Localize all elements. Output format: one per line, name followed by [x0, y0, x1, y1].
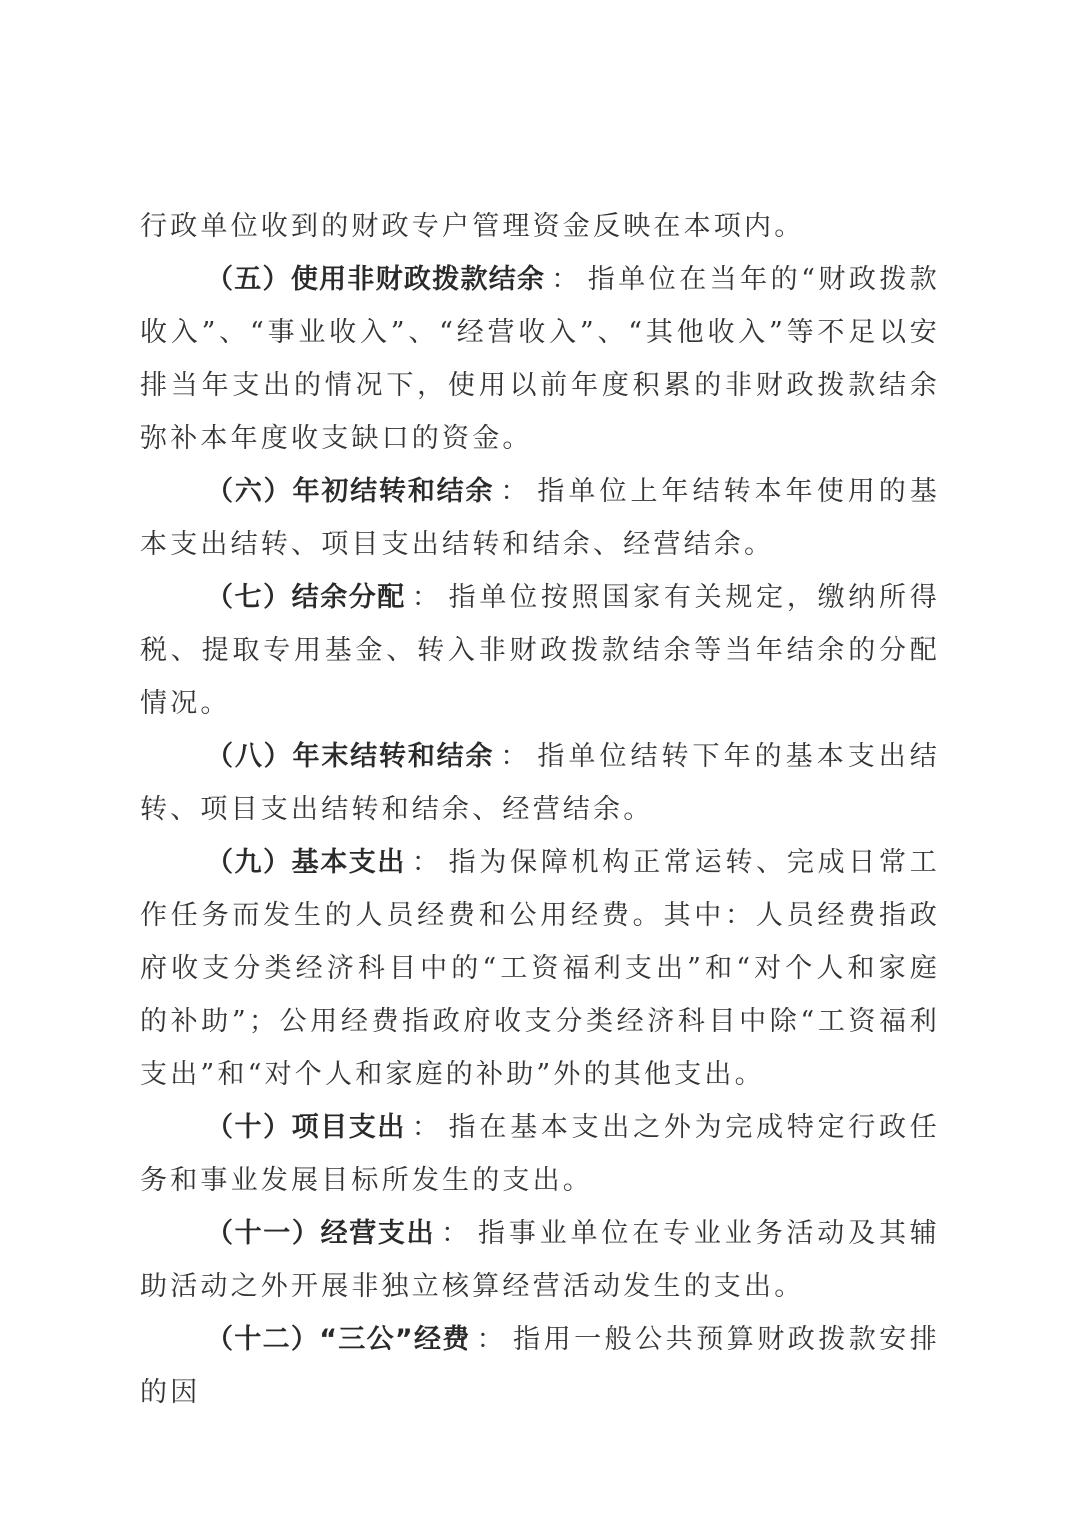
section-body-11: 指事业单位在专业业务活动及其辅助活动之外开展非独立核算经营活动发生的支出。	[140, 1218, 941, 1302]
section-body-7: 指单位按照国家有关规定，缴纳所得税、提取专用基金、转入非财政拨款结余等当年结余的分配情况。	[140, 582, 941, 719]
section-body-10: 指在基本支出之外为完成特定行政任务和事业发展目标所发生的支出。	[140, 1112, 941, 1196]
section-heading-10: （十）项目支出	[206, 1112, 406, 1143]
section-paragraph-8	[140, 730, 940, 836]
section-paragraph-5	[140, 253, 940, 465]
section-separator-6: ：	[500, 476, 532, 507]
section-paragraph-12	[140, 1313, 940, 1419]
section-separator-11: ：	[441, 1218, 472, 1249]
section-heading-9: （九）基本支出	[206, 847, 406, 878]
section-separator-12: ：	[476, 1324, 508, 1355]
intro-paragraph: 行政单位收到的财政专户管理资金反映在本项内。	[140, 211, 805, 242]
document-body	[140, 200, 940, 1419]
section-body-5: 指单位在当年的“财政拨款收入”、“事业收入”、“经营收入”、“其他收入”等不足以安排当年支出的情况下，使用以前年度积累的非财政拨款结余弥补本年度收支缺口的资金。	[140, 264, 941, 454]
section-heading-6: （六）年初结转和结余	[206, 476, 495, 507]
section-paragraph-11	[140, 1207, 940, 1313]
section-separator-7: ：	[411, 582, 443, 613]
section-heading-7: （七）结余分配	[206, 582, 406, 613]
section-separator-8: ：	[500, 741, 532, 772]
section-heading-11: （十一）经营支出	[206, 1218, 436, 1249]
section-body-6: 指单位上年结转本年使用的基本支出结转、项目支出结转和结余、经营结余。	[140, 476, 941, 560]
section-paragraph-9	[140, 836, 940, 1101]
section-paragraph-6	[140, 465, 940, 571]
section-paragraph-7	[140, 571, 940, 730]
section-paragraph-10	[140, 1101, 940, 1207]
section-heading-12: （十二）“三公”经费	[206, 1324, 471, 1355]
section-body-12: 指用一般公共预算财政拨款安排的因	[140, 1324, 940, 1408]
section-body-9: 指为保障机构正常运转、完成日常工作任务而发生的人员经费和公用经费。其中：人员经费指政府收支分类经济科目中的“工资福利支出”和“对个人和家庭的补助”；公用经费指政府收支分类经济科目中除“工资福利支出”和“对个人和家庭的补助”外的其他支出。	[140, 847, 941, 1090]
section-separator-9: ：	[411, 847, 443, 878]
section-separator-5: ：	[551, 264, 582, 295]
section-heading-8: （八）年末结转和结余	[206, 741, 495, 772]
section-separator-10: ：	[411, 1112, 443, 1143]
section-heading-5: （五）使用非财政拨款结余	[206, 264, 546, 295]
section-body-8: 指单位结转下年的基本支出结转、项目支出结转和结余、经营结余。	[140, 741, 941, 825]
